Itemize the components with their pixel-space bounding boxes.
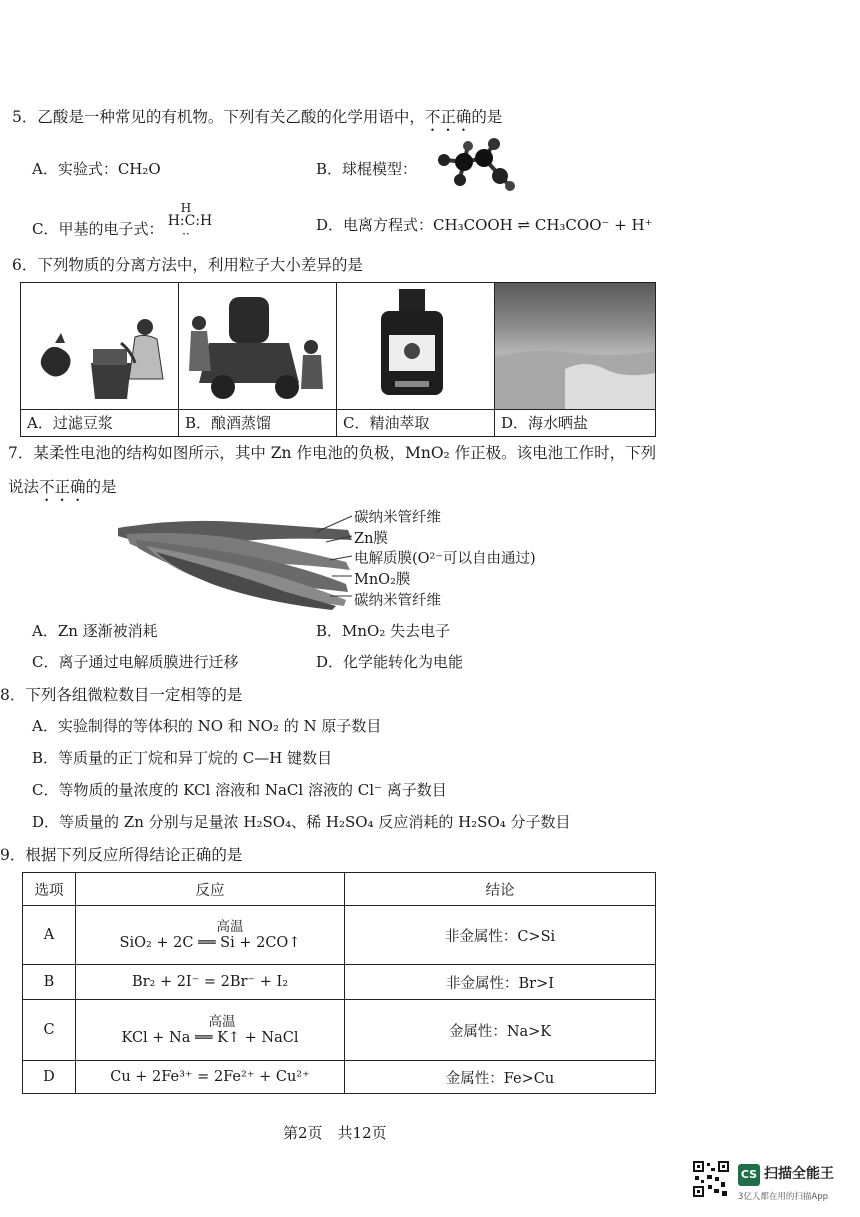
essential-oil-image — [337, 283, 494, 409]
row-reaction: 高温 KCl + Na ══ K↑ + NaCl — [76, 1000, 345, 1061]
table-header-row — [23, 873, 656, 906]
page-number: 第2页 共12页 — [283, 1124, 387, 1142]
watermark-brand: 扫描全能王 — [764, 1166, 834, 1182]
wine-distill-image — [179, 283, 336, 409]
row-reaction: 高温 SiO₂ + 2C ══ Si + 2CO↑ — [76, 906, 345, 965]
header-conclusion: 结论 — [345, 873, 656, 906]
header-reaction: 反应 — [76, 873, 345, 906]
q8-stem: 8．下列各组微粒数目一定相等的是 — [0, 686, 243, 704]
q9-answer-table — [22, 872, 656, 1094]
flexible-battery-diagram — [116, 500, 356, 610]
q5-option-b: B．球棍模型： — [316, 160, 418, 178]
q5-option-a: A．实验式：CH₂O — [32, 160, 161, 178]
q6-image-table — [20, 282, 656, 437]
row-reaction: Br₂ + 2I⁻ = 2Br⁻ + I₂ — [76, 965, 345, 1000]
methyl-electron-formula: H H:C:H ·· — [167, 201, 213, 241]
q7-option-c: C．离子通过电解质膜进行迁移 — [32, 653, 239, 671]
row-option: B — [23, 965, 76, 1000]
q5-option-c: C．甲基的电子式： — [32, 220, 164, 238]
battery-label-electrolyte: 电解质膜(O²⁻可以自由通过) — [354, 551, 536, 567]
table-row — [23, 1061, 656, 1094]
q7-stem-line1: 7．某柔性电池的结构如图所示，其中 Zn 作电池的负极，MnO₂ 作正极。该电池工作时，下列 — [8, 444, 657, 462]
row-option: A — [23, 906, 76, 965]
battery-label-carbon-top: 碳纳米管纤维 — [354, 510, 441, 526]
camscanner-logo-icon: CS — [738, 1164, 760, 1186]
row-conclusion: 金属性：Na>K — [345, 1000, 656, 1061]
row-conclusion: 非金属性：Br>I — [345, 965, 656, 1000]
row-option: C — [23, 1000, 76, 1061]
ball-stick-model-image — [432, 138, 522, 194]
q6-option-b: B．酿酒蒸馏 — [179, 409, 336, 436]
battery-label-carbon-bottom: 碳纳米管纤维 — [354, 593, 441, 609]
q6-stem: 6．下列物质的分离方法中，利用粒子大小差异的是 — [12, 256, 363, 274]
sea-salt-image — [495, 283, 655, 409]
q9-stem: 9．根据下列反应所得结论正确的是 — [0, 846, 243, 864]
qr-code-icon — [692, 1160, 730, 1198]
watermark-tagline: 3亿人都在用的扫描App — [738, 1192, 829, 1202]
q7-option-a: A．Zn 逐渐被消耗 — [32, 622, 158, 640]
q8-option-a: A．实验制得的等体积的 NO 和 NO₂ 的 N 原子数目 — [32, 717, 382, 735]
q8-option-d: D．等质量的 Zn 分别与足量浓 H₂SO₄、稀 H₂SO₄ 反应消耗的 H₂SO₄ 分子数目 — [32, 813, 571, 831]
q7-option-d: D．化学能转化为电能 — [316, 653, 464, 671]
q7-stem-line2: 说法不正确的是 — [8, 478, 117, 496]
q6-option-d: D．海水晒盐 — [495, 409, 655, 436]
row-option: D — [23, 1061, 76, 1094]
table-row — [23, 906, 656, 965]
table-row — [23, 1000, 656, 1061]
q8-option-b: B．等质量的正丁烷和异丁烷的 C—H 键数目 — [32, 749, 333, 767]
q7-option-b: B．MnO₂ 失去电子 — [316, 622, 451, 640]
battery-label-zn: Zn膜 — [354, 531, 388, 547]
row-reaction: Cu + 2Fe³⁺ = 2Fe²⁺ + Cu²⁺ — [76, 1061, 345, 1094]
row-conclusion: 金属性：Fe>Cu — [345, 1061, 656, 1094]
row-conclusion: 非金属性：C>Si — [345, 906, 656, 965]
q8-option-c: C．等物质的量浓度的 KCl 溶液和 NaCl 溶液的 Cl⁻ 离子数目 — [32, 781, 447, 799]
q6-option-a: A．过滤豆浆 — [21, 409, 178, 436]
q6-option-c: C．精油萃取 — [337, 409, 494, 436]
table-row — [23, 965, 656, 1000]
q5-option-d: D．电离方程式：CH₃COOH ⇌ CH₃COO⁻ + H⁺ — [316, 216, 653, 234]
tofu-filtering-image — [21, 283, 178, 409]
battery-label-mno2: MnO₂膜 — [354, 572, 411, 588]
q5-stem: 5．乙酸是一种常见的有机物。下列有关乙酸的化学用语中，不正确的是 — [12, 108, 503, 126]
header-option: 选项 — [23, 873, 76, 906]
